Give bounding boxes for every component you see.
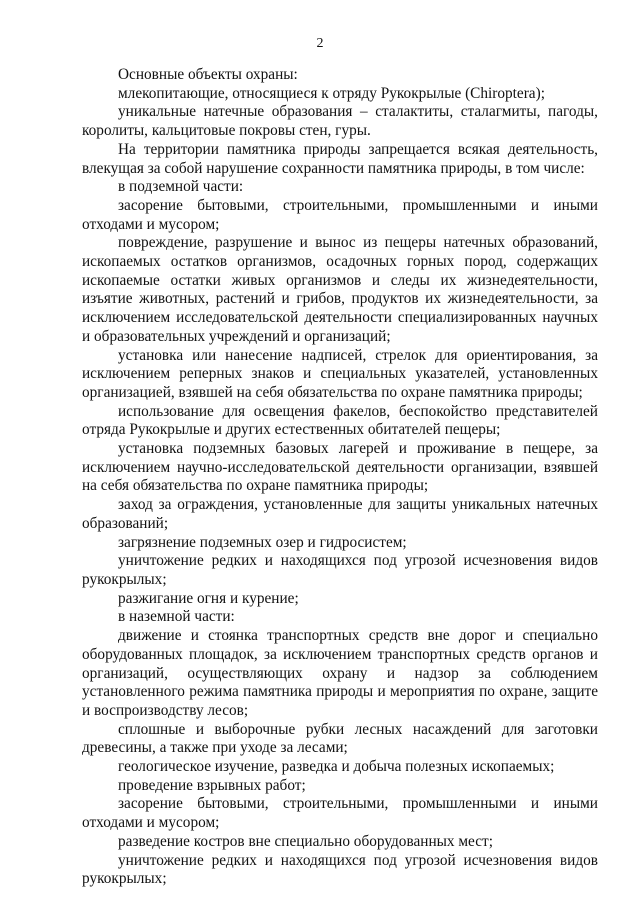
paragraph-surface-littering: засорение бытовыми, строительными, промышленными и иными отходами и мусором; [82, 795, 598, 832]
paragraph-fences: заход за ограждения, установленные для защиты уникальных натечных образований; [82, 496, 598, 532]
paragraph-underground-littering: засорение бытовыми, строительными, промышленными и иными отходами и мусором; [82, 196, 598, 233]
paragraph-fire-smoking: разжигание огня и курение; [118, 589, 299, 607]
document-body [82, 66, 598, 889]
paragraph-torches: использование для освещения факелов, беспокойство представителей отряда Рукокрылые и других естественных обитателей пещеры; [82, 402, 598, 439]
paragraph-mining: геологическое изучение, разведка и добыча полезных ископаемых; [118, 758, 555, 776]
paragraph-blasting: проведение взрывных работ; [118, 776, 306, 794]
paragraph-campfires: разведение костров вне специально оборудованных мест; [118, 832, 493, 850]
paragraph-lake-pollution: загрязнение подземных озер и гидросистем; [118, 533, 407, 551]
paragraph-prohibition-intro: На территории памятника природы запрещается всякая деятельность, влекущая за собой нарушение сохранности памятника природы, в том числе: [82, 140, 598, 177]
paragraph-underground-camps: установка подземных базовых лагерей и проживание в пещере, за исключением научно-исследовательской деятельности организации, взявшей на себя обязательства по охране памятника природы; [82, 440, 598, 495]
paragraph-protected-objects-heading: Основные объекты охраны: [118, 66, 298, 83]
paragraph-bats-destruction-surface: уничтожение редких и находящихся под угрозой исчезновения видов рукокрылых; [82, 851, 598, 888]
paragraph-damage-removal: повреждение, разрушение и вынос из пещеры натечных образований, ископаемых остатков организмов, осадочных горных пород, содержащих ископаемые остатки живых организмов и следы их жизнедеятельности, изъятие животных, растений и грибов, продуктов их жизнедеятельности, за исключением исследовательской деятельности специализированных научных и образовательных учреждений и организаций; [82, 234, 598, 345]
paragraph-inscriptions: установка или нанесение надписей, стрелок для ориентирования, за исключением реперных знаков и специальных указателей, установленных организацией, взявшей на себя обязательства по охране памятника природы; [82, 346, 598, 401]
paragraph-mammals: млекопитающие, относящиеся к отряду Рукокрылые (Chiroptera); [118, 84, 545, 102]
paragraph-speleothems: уникальные натечные образования – сталактиты, сталагмиты, пагоды, королиты, кальцитовые покровы стен, гуры. [82, 103, 598, 140]
page-number: 2 [316, 36, 324, 51]
paragraph-logging: сплошные и выборочные рубки лесных насаждений для заготовки древесины, а также при уходе за лесами; [82, 720, 598, 757]
paragraph-vehicles: движение и стоянка транспортных средств вне дорог и специально оборудованных площадок, за исключением транспортных средств органов и организаций, осуществляющих охрану и надзор за соблюдением установленного режима памятника природы и мероприятия по охране, защите и воспроизводству лесов; [82, 627, 598, 719]
paragraph-underground-heading: в подземной части: [118, 178, 244, 196]
paragraph-bats-destruction-underground: уничтожение редких и находящихся под угрозой исчезновения видов рукокрылых; [82, 552, 598, 588]
paragraph-surface-heading: в наземной части: [118, 608, 235, 626]
